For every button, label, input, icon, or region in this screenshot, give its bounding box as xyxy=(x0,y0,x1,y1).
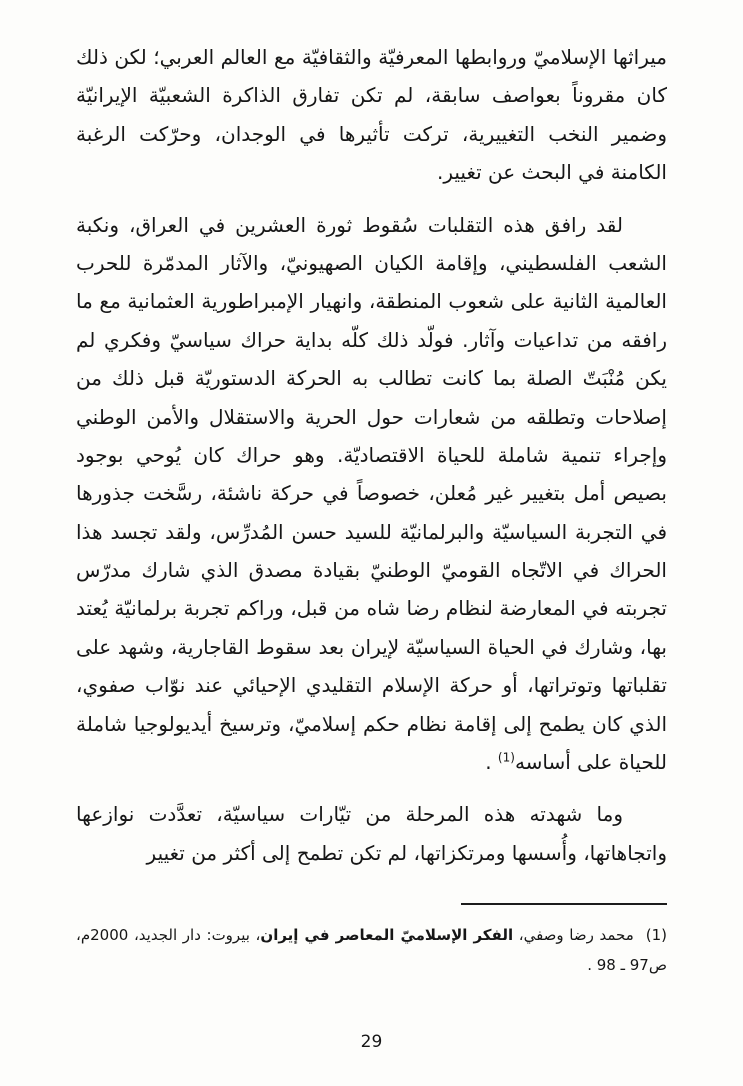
paragraph-2 xyxy=(76,206,667,782)
footnote xyxy=(76,920,667,980)
paragraph-3: وما شهدته هذه المرحلة من تيّارات سياسيّة، تعدَّدت نوازعها واتجاهاتها، وأُسسها ومرتكزاتها، لم تكن تطمح إلى أكثر من تغيير xyxy=(76,802,667,865)
footnote-author: محمد رضا وصفي، xyxy=(513,926,634,944)
footnote-pages: ص97 ـ 98 . xyxy=(587,956,667,974)
paragraph-2-period: . xyxy=(485,750,498,775)
footnote-reference-marker: (1) xyxy=(497,750,515,765)
footnote-book-title: الفكر الإسلاميّ المعاصر في إيران xyxy=(260,926,514,944)
footnote-separator-line xyxy=(461,903,667,905)
paragraph-2-text: لقد رافق هذه التقلبات سُقوط ثورة العشرين في العراق، ونكبة الشعب الفلسطيني، وإقامة الكيان الصهيونيّ، والآثار المدمّرة للحرب العالمية الثانية على شعوب المنطقة، وانهيار الإمبراطورية العثمانية مع ما رافقه من تداعيات وآثار. فولّد ذلك كلّه بداية حراك سياسيّ وفكري لم يكن مُنْبَتّ الصلة بما كانت تطالب به الحركة الدستوريّة قبل ذلك من إصلاحات وتطلقه من شعارات حول الحرية والاستقلال والأمن الوطني وإجراء تنمية شاملة للحياة الاقتصاديّة. وهو حراك كان يُوحي بوجود بصيص أمل بتغيير غير مُعلن، خصوصاً في حركة ناشئة، رسَّخت جذورها في التجربة السياسيّة والبرلمانيّة للسيد حسن المُدرِّس، ولقد تجسد هذا الحراك في الاتّجاه القوميّ الوطنيّ بقيادة مصدق الذي شارك مدرّس تجربته في المعارضة لنظام رضا شاه من قبل، وراكم تجربة برلمانيّة يُعتد بها، وشارك في الحياة السياسيّة لإيران بعد سقوط القاجارية، وشهد على تقلباتها وتوتراتها، أو حركة الإسلام التقليدي الإحيائي عند نوّاب صفوي، الذي كان يطمح إلى إقامة نظام حكم إسلاميّ، وترسيخ أيديولوجيا شاملة للحياة على أساسه xyxy=(76,212,667,775)
footnote-area xyxy=(76,903,667,995)
paragraph-1: ميراثها الإسلاميّ وروابطها المعرفيّة والثقافيّة مع العالم العربي؛ لكن ذلك كان مقروناً بعواصف سابقة، لم تكن تفارق الذاكرة الشعبيّة الإيرانيّة وضمير النخب التغييرية، تركت تأثيرها في الوجدان، وحرّكت الرغبة الكامنة في البحث عن تغيير. xyxy=(76,45,667,185)
page-number: 29 xyxy=(360,1032,383,1052)
main-text-block xyxy=(76,38,667,898)
footnote-publisher: ، بيروت: دار الجديد، 2000م، xyxy=(76,926,261,944)
footnote-marker: (1) xyxy=(645,926,667,944)
